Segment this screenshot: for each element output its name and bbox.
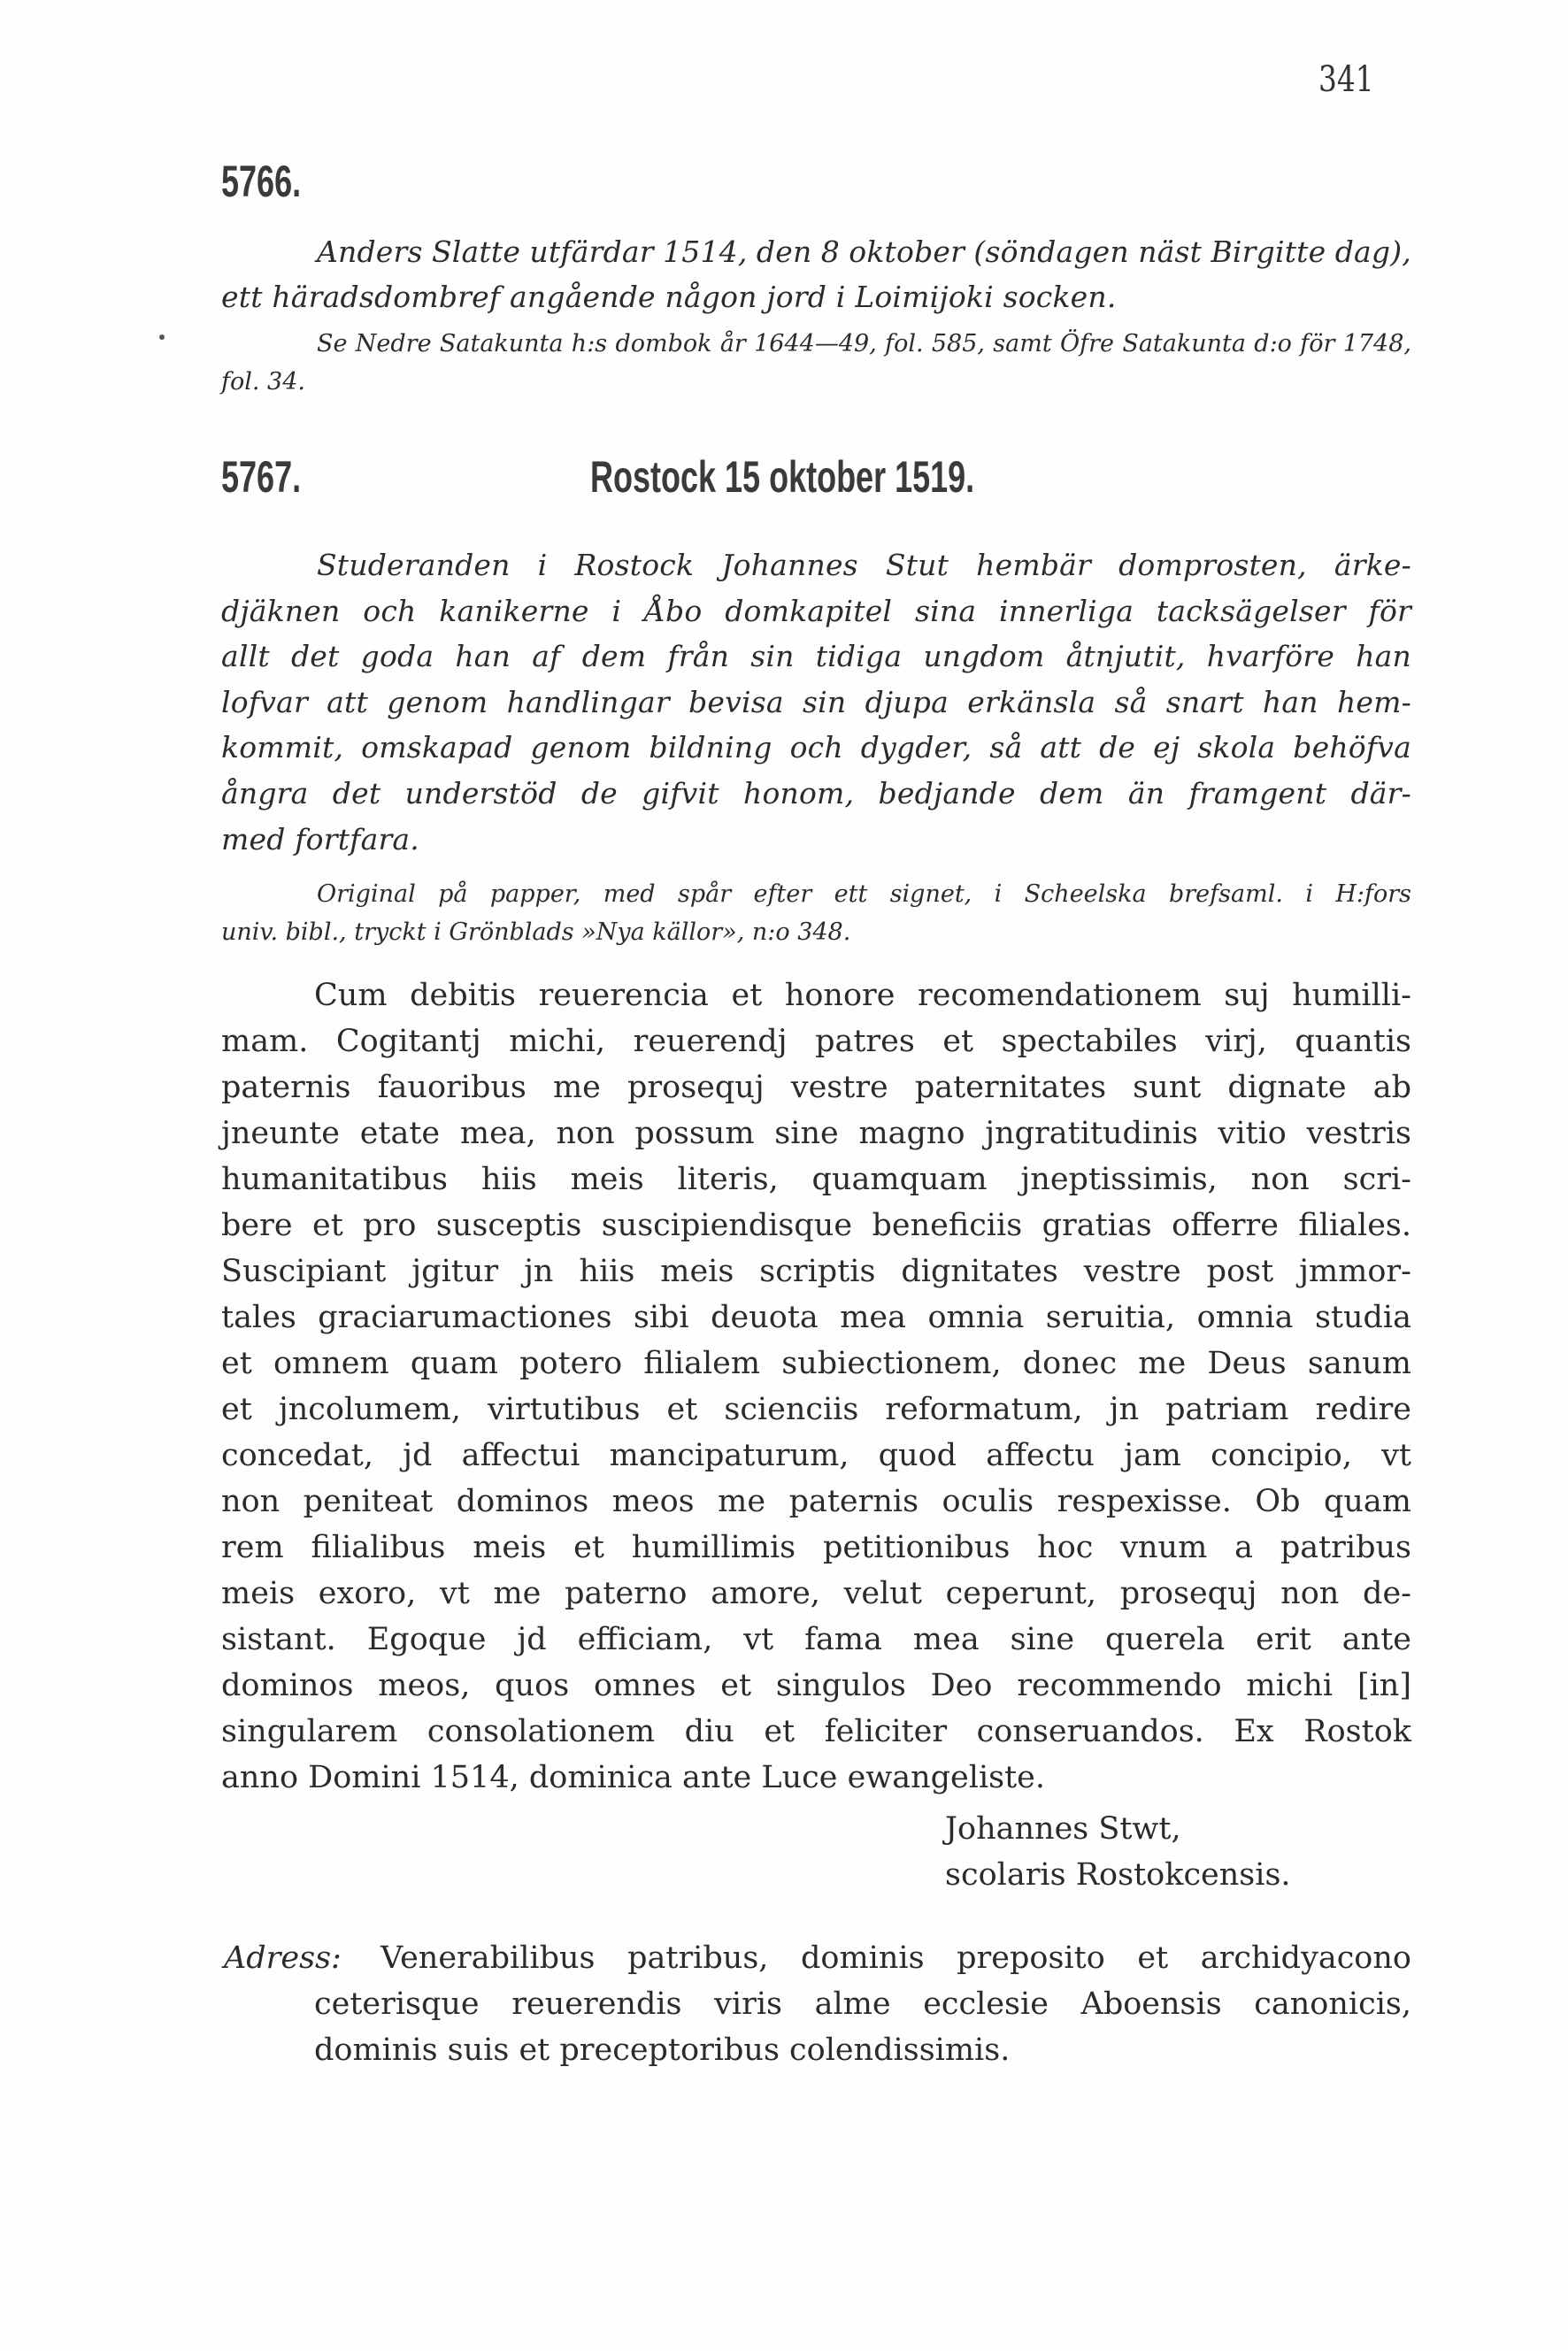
summary-line: kommit, omskapad genom bildning och dygder, så att de ej skola behöfva — [221, 730, 1411, 764]
address-line: Venerabilibus patribus, dominis preposito et archidyacono — [380, 1940, 1411, 1976]
text-line: Cum debitis reuerencia et honore recomendationem suj humilli- — [314, 978, 1411, 1013]
text-line: et jncolumem, virtutibus et scienciis reformatum, jn patriam redire — [221, 1392, 1411, 1427]
text-line: meis exoro, vt me paterno amore, velut ceperunt, prosequj non de- — [221, 1576, 1411, 1611]
address-line: ceterisque reuerendis viris alme ecclesie Aboensis canonicis, — [314, 1986, 1411, 2022]
summary-line: Anders Slatte utfärdar 1514, den 8 oktober (söndagen näst Birgitte dag), — [317, 234, 1411, 269]
source-note-line: fol. 34. — [221, 368, 305, 396]
document-heading: Rostock 15 oktober 1519. — [590, 452, 975, 502]
text-line: dominos meos, quos omnes et singulos Deo recommendo michi [in] — [221, 1668, 1411, 1703]
page-number: 341 — [1318, 59, 1374, 100]
source-note-line: univ. bibl., tryckt i Grönblads »Nya källor», n:o 348. — [221, 918, 851, 946]
text-line: tales graciarumactiones sibi deuota mea omnia seruitia, omnia studia — [221, 1300, 1411, 1335]
source-note-line: Se Nedre Satakunta h:s dombok år 1644—49, fol. 585, samt Öfre Satakunta d:o för 1748, — [317, 330, 1411, 357]
text-line: concedat, jd affectui mancipaturum, quod affectu jam concipio, vt — [221, 1438, 1411, 1473]
source-note-line: Original på papper, med spår efter ett signet, i Scheelska brefsaml. i H:fors — [317, 880, 1411, 908]
address-label: Adress: — [224, 1940, 342, 1976]
text-line: non peniteat dominos meos me paternis oculis respexisse. Ob quam — [221, 1484, 1411, 1519]
document-number: 5767. — [221, 452, 302, 502]
document-number: 5766. — [221, 157, 302, 206]
text-line: rem filialibus meis et humillimis petitionibus hoc vnum a patribus — [221, 1530, 1411, 1565]
summary-line: djäknen och kanikerne i Åbo domkapitel sina innerliga tacksägelser för — [221, 594, 1411, 628]
text-line: singularem consolationem diu et feliciter conseruandos. Ex Rostok — [221, 1714, 1411, 1749]
text-line: paternis fauoribus me prosequj vestre paternitates sunt dignate ab — [221, 1070, 1411, 1105]
margin-dot — [159, 334, 165, 340]
address-line: dominis suis et preceptoribus colendissimis. — [314, 2032, 1011, 2068]
text-line: et omnem quam potero filialem subiectionem, donec me Deus sanum — [221, 1346, 1411, 1381]
summary-line: ångra det understöd de gifvit honom, bedjande dem än framgent där- — [221, 776, 1411, 811]
signature-line: scolaris Rostokcensis. — [945, 1857, 1291, 1893]
text-line: humanitatibus hiis meis literis, quamquam jneptissimis, non scri- — [221, 1162, 1411, 1197]
text-line: anno Domini 1514, dominica ante Luce ewangeliste. — [221, 1760, 1046, 1795]
text-line: jneunte etate mea, non possum sine magno jngratitudinis vitio vestris — [221, 1116, 1411, 1151]
summary-line: lofvar att genom handlingar bevisa sin djupa erkänsla så snart han hem- — [221, 685, 1411, 719]
text-line: mam. Cogitantj michi, reuerendj patres et spectabiles virj, quantis — [221, 1024, 1411, 1059]
text-line: sistant. Egoque jd efficiam, vt fama mea sine querela erit ante — [221, 1622, 1411, 1657]
text-line: Suscipiant jgitur jn hiis meis scriptis dignitates vestre post jmmor- — [221, 1254, 1411, 1289]
summary-line: Studeranden i Rostock Johannes Stut hembär domprosten, ärke- — [317, 548, 1411, 582]
summary-line: med fortfara. — [221, 822, 419, 857]
signature-line: Johannes Stwt, — [945, 1811, 1181, 1847]
summary-line: allt det goda han af dem från sin tidiga ungdom åtnjutit, hvarföre han — [221, 639, 1411, 673]
summary-line: ett häradsdombref angående någon jord i Loimijoki socken. — [221, 280, 1117, 314]
text-line: bere et pro susceptis suscipiendisque beneficiis gratias offerre filiales. — [221, 1208, 1411, 1243]
